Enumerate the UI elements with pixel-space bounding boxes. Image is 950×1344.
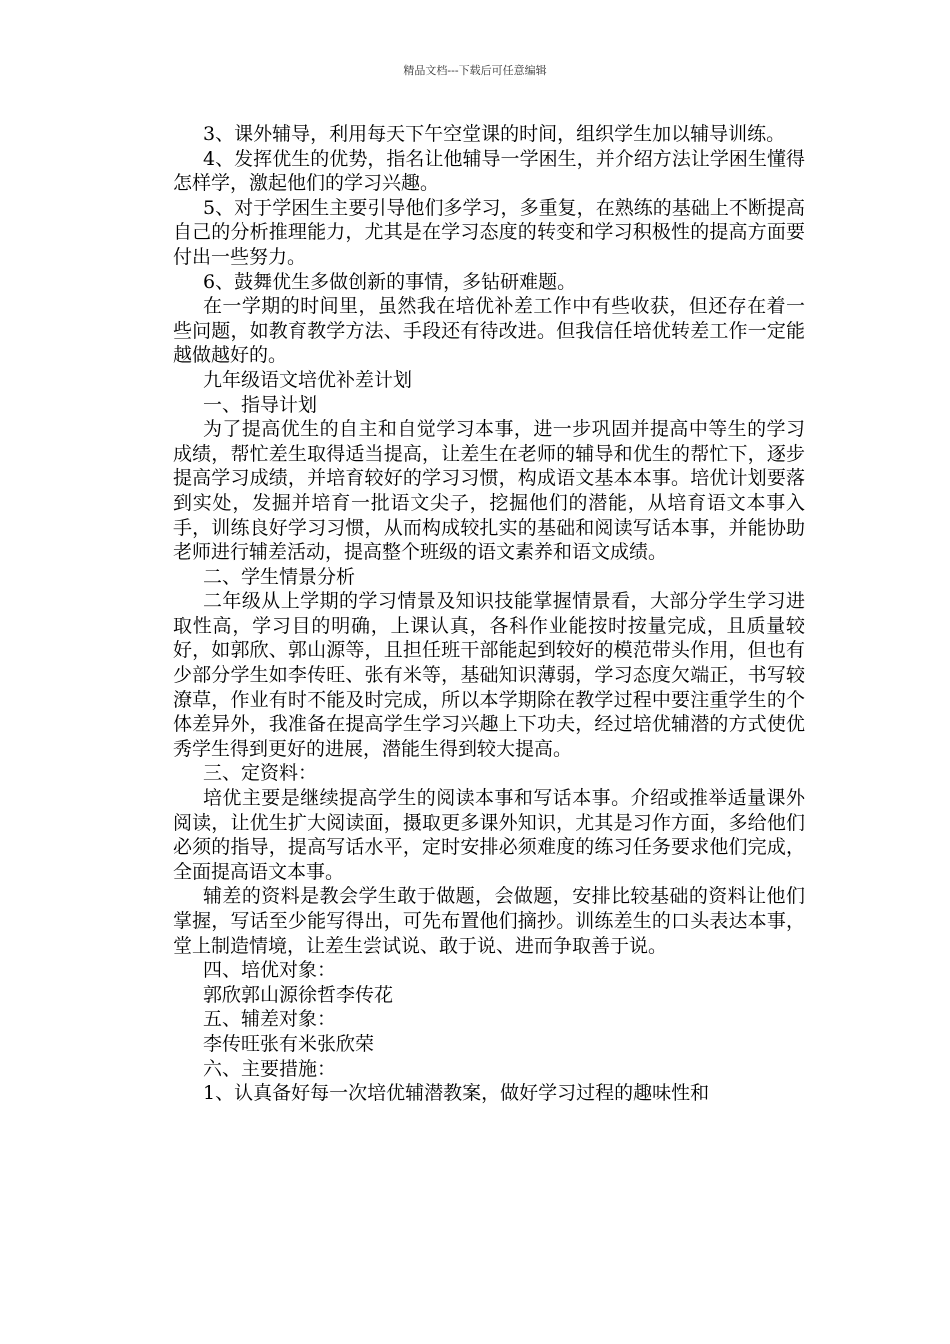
heading-content: 三、定资料： bbox=[203, 762, 318, 785]
paragraph-remedial-content: 辅差的资料是教会学生敢于做题，会做题，安排比较基础的资料让他们掌握，写话至少能写得出，可先布置他们摘抄。训练差生的口头表达本事，堂上制造情境，让差生尝试说、敢于说、进而争取善于说。 bbox=[173, 885, 805, 957]
paragraph-excellent-content: 培优主要是继续提高学生的阅读本事和写话本事。介绍或推举适量课外阅读，让优生扩大阅读面，摄取更多课外知识，尤其是习作方面，多给他们必须的指导，提高写话水平，定时安排必须难度的练习任务要求他们完成，全面提高语文本事。 bbox=[173, 787, 805, 883]
page-header: 精品文档---下载后可任意编辑 bbox=[403, 64, 547, 77]
paragraph-1: 3、课外辅导，利用每天下午空堂课的时间，组织学生加以辅导训练。 bbox=[203, 123, 786, 145]
excellent-targets-list: 郭欣郭山源徐哲李传花 bbox=[203, 983, 394, 1006]
heading-main-measures: 六、主要措施： bbox=[203, 1057, 337, 1080]
paragraph-student-analysis: 二年级从上学期的学习情景及知识技能掌握情景看，大部分学生学习进取性高，学习目的明确，上课认真，各科作业能按时按量完成，且质量较好，如郭欣、郭山源等，且担任班干部能起到较好的模范带头作用，但也有少部分学生如李传旺、张有米等，基础知识薄弱，学习态度欠端正，书写较潦草，作业有时不能及时完成，所以本学期除在教学过程中要注重学生的个体差异外，我准备在提高学生学习兴趣上下功夫，经过培优辅潜的方式使优秀学生得到更好的进展，潜能生得到较大提高。 bbox=[173, 590, 805, 760]
paragraph-measure-1: 1、认真备好每一次培优辅潜教案，做好学习过程的趣味性和 bbox=[203, 1082, 710, 1105]
remedial-targets-list: 李传旺张有米张欣荣 bbox=[203, 1032, 375, 1055]
section-title: 九年级语文培优补差计划 bbox=[203, 368, 413, 391]
document-body bbox=[173, 122, 805, 1106]
heading-remedial-targets: 五、辅差对象： bbox=[203, 1008, 337, 1031]
heading-excellent-targets: 四、培优对象： bbox=[203, 959, 337, 982]
paragraph-guidance-plan: 为了提高优生的自主和自觉学习本事，进一步巩固并提高中等生的学习成绩，帮忙差生取得适当提高，让差生在老师的辅导和优生的帮忙下，逐步提高学习成绩，并培育较好的学习习惯，构成语文基本本事。培优计划要落到实处，发掘并培育一批语文尖子，挖掘他们的潜能，从培育语文本事入手，训练良好学习习惯，从而构成较扎实的基础和阅读写话本事，并能协助老师进行辅差活动，提高整个班级的语文素养和语文成绩。 bbox=[173, 418, 805, 564]
paragraph-3: 5、对于学困生主要引导他们多学习，多重复，在熟练的基础上不断提高自己的分析推理能力，尤其是在学习态度的转变和学习积极性的提高方面要付出一些努力。 bbox=[173, 196, 805, 268]
heading-student-analysis: 二、学生情景分析 bbox=[203, 565, 356, 588]
paragraph-5: 在一学期的时间里，虽然我在培优补差工作中有些收获，但还存在着一些问题，如教育教学方法、手段还有待改进。但我信任培优转差工作一定能越做越好的。 bbox=[173, 295, 805, 367]
paragraph-4: 6、鼓舞优生多做创新的事情，多钻研难题。 bbox=[203, 270, 577, 293]
heading-guidance-plan: 一、指导计划 bbox=[203, 393, 318, 416]
paragraph-2: 4、发挥优生的优势，指名让他辅导一学困生，并介绍方法让学困生懂得怎样学，激起他们的学习兴趣。 bbox=[173, 147, 805, 195]
